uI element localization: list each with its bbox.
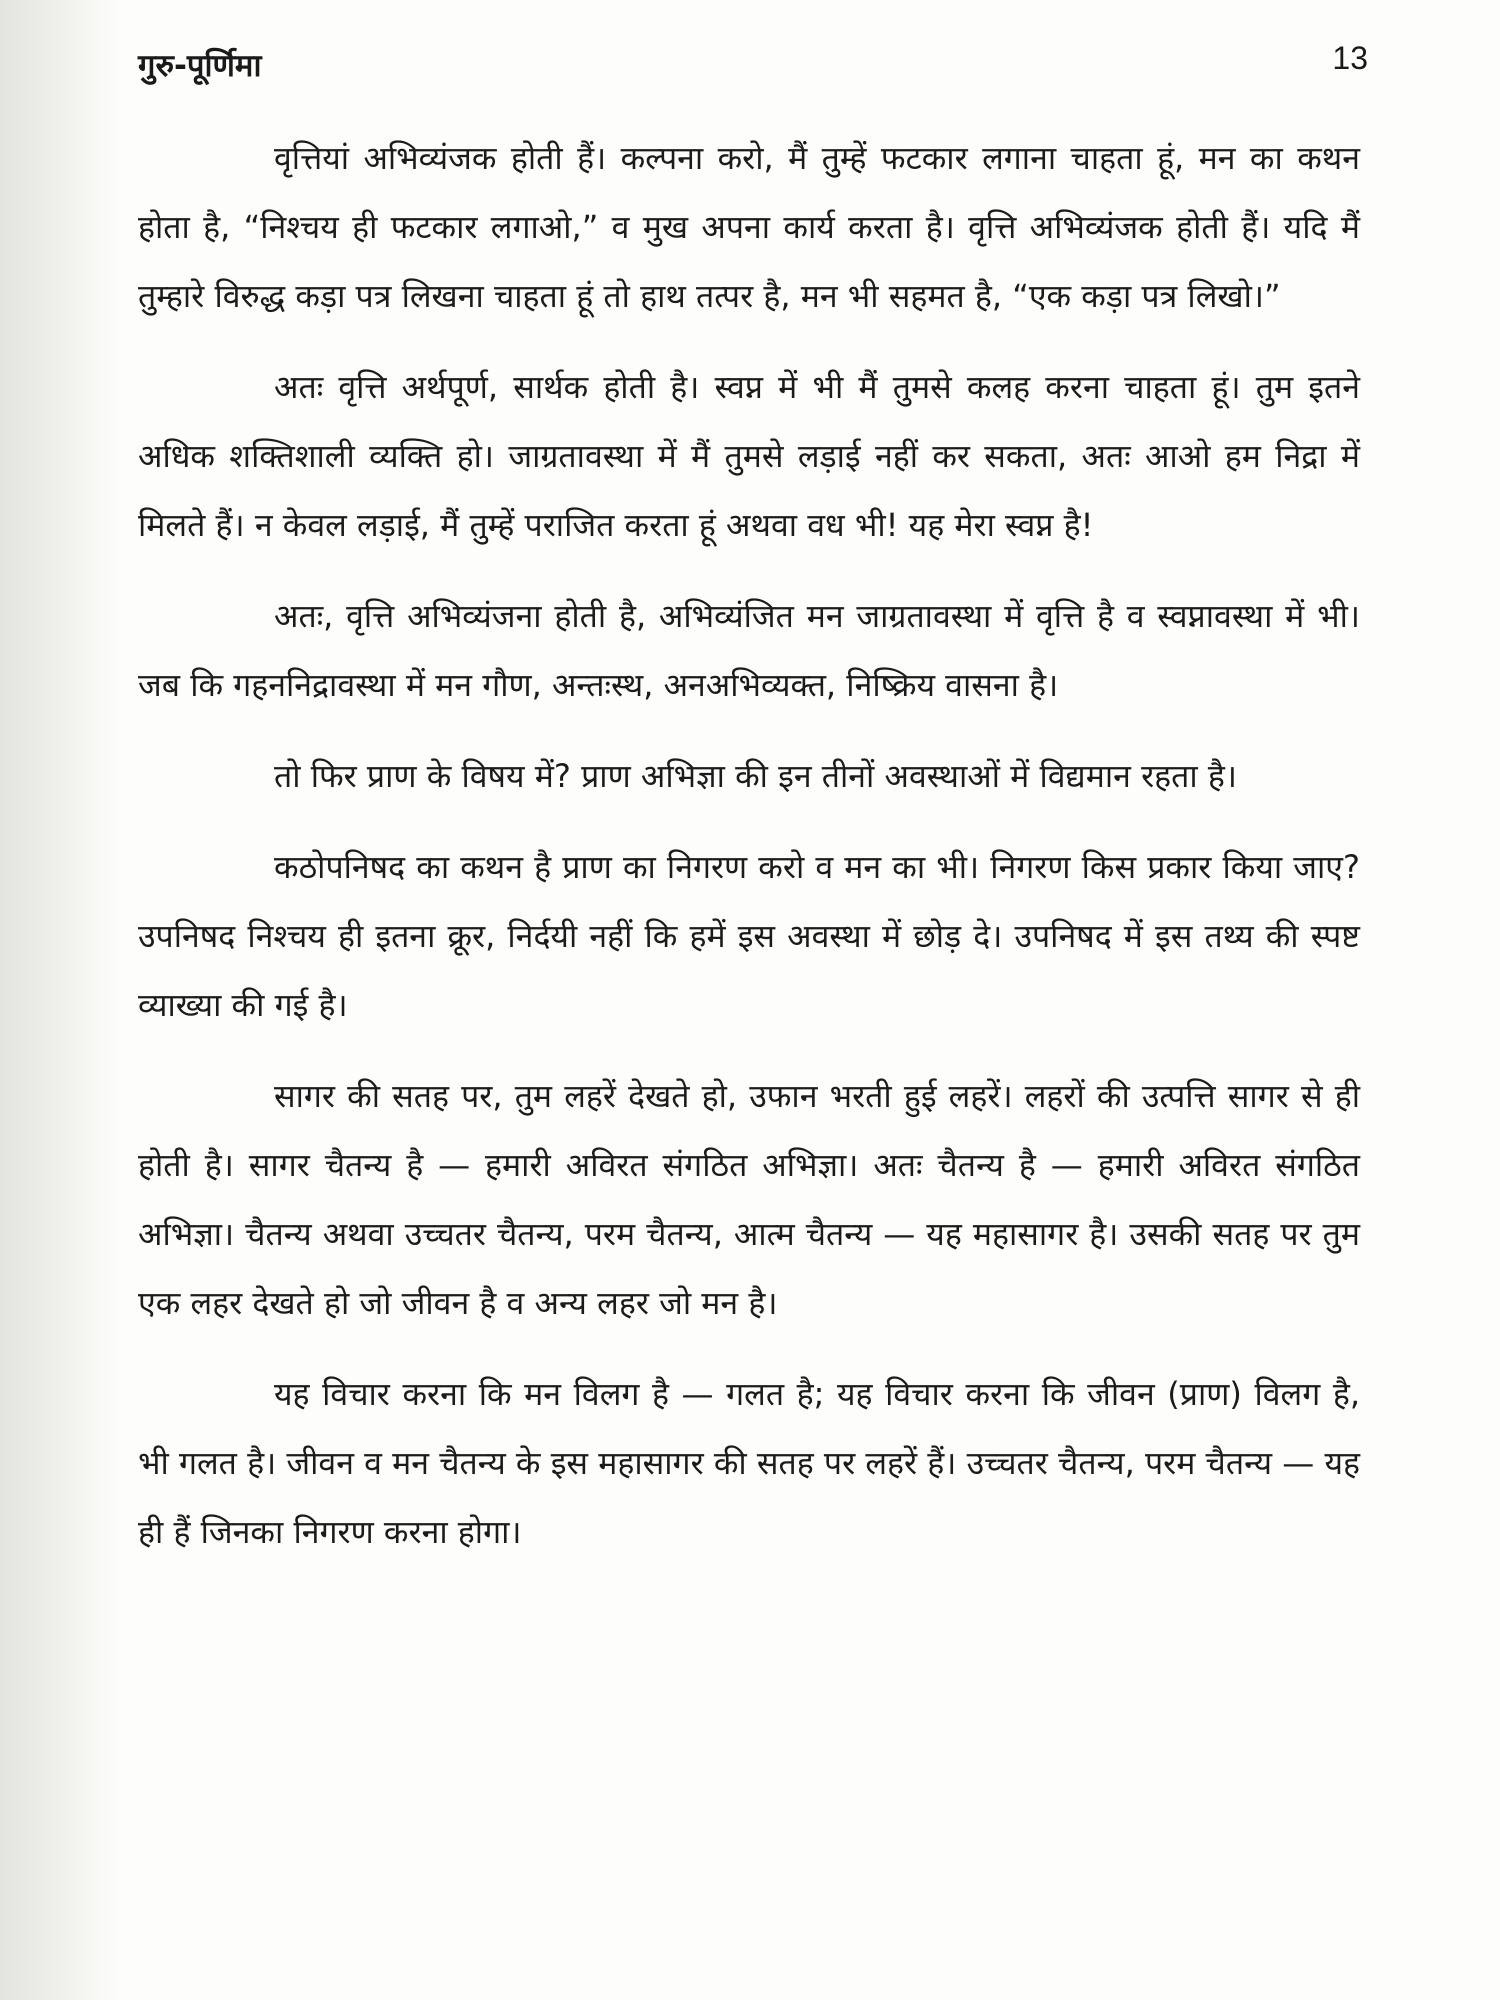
paragraph: कठोपनिषद का कथन है प्राण का निगरण करो व मन का भी। निगरण किस प्रकार किया जाए? उपनिषद निश्चय ही इतना क्रूर, निर्दयी नहीं कि हमें इस अवस्था में छोड़ दे। उपनिषद में इस तथ्य की स्पष्ट व्याख्या की गई है।: [138, 848, 1361, 1024]
page-number: 13: [1332, 40, 1368, 76]
paragraph: तो फिर प्राण के विषय में? प्राण अभिज्ञा की इन तीनों अवस्थाओं में विद्यमान रहता है।: [274, 757, 1237, 795]
body-text: [138, 124, 1360, 1589]
running-head-title: गुरु-पूर्णिमा: [138, 48, 262, 84]
paragraph: वृत्तियां अभिव्यंजक होती हैं। कल्पना करो, मैं तुम्हें फटकार लगाना चाहता हूं, मन का कथन होता है, “निश्चय ही फटकार लगाओ,” व मुख अपना कार्य करता है। वृत्ति अभिव्यंजक होती हैं। यदि मैं तुम्हारे विरुद्ध कड़ा पत्र लिखना चाहता हूं तो हाथ तत्पर है, मन भी सहमत है, “एक कड़ा पत्र लिखो।”: [138, 139, 1360, 315]
paragraph: यह विचार करना कि मन विलग है — गलत है; यह विचार करना कि जीवन (प्राण) विलग है, भी गलत है। जीवन व मन चैतन्य के इस महासागर की सतह पर लहरें हैं। उच्चतर चैतन्य, परम चैतन्य — यह ही हैं जिनका निगरण करना होगा।: [138, 1375, 1360, 1551]
paragraph: सागर की सतह पर, तुम लहरें देखते हो, उफान भरती हुई लहरें। लहरों की उत्पत्ति सागर से ही होती है। सागर चैतन्य है — हमारी अविरत संगठित अभिज्ञा। अतः चैतन्य है — हमारी अविरत संगठित अभिज्ञा। चैतन्य अथवा उच्चतर चैतन्य, परम चैतन्य, आत्म चैतन्य — यह महासागर है। उसकी सतह पर तुम एक लहर देखते हो जो जीवन है व अन्य लहर जो मन है।: [138, 1077, 1360, 1322]
paragraph: अतः, वृत्ति अभिव्यंजना होती है, अभिव्यंजित मन जाग्रतावस्था में वृत्ति है व स्वप्नावस्था में भी। जब कि गहननिद्रावस्था में मन गौण, अन्तःस्थ, अनअभिव्यक्त, निष्क्रिय वासना है।: [138, 597, 1360, 704]
binding-gutter-shadow: [0, 0, 120, 2000]
paragraph: अतः वृत्ति अर्थपूर्ण, सार्थक होती है। स्वप्न में भी मैं तुमसे कलह करना चाहता हूं। तुम इतने अधिक शक्तिशाली व्यक्ति हो। जाग्रतावस्था में मैं तुमसे लड़ाई नहीं कर सकता, अतः आओ हम निद्रा में मिलते हैं। न केवल लड़ाई, मैं तुम्हें पराजित करता हूं अथवा वध भी! यह मेरा स्वप्न है!: [138, 368, 1360, 544]
